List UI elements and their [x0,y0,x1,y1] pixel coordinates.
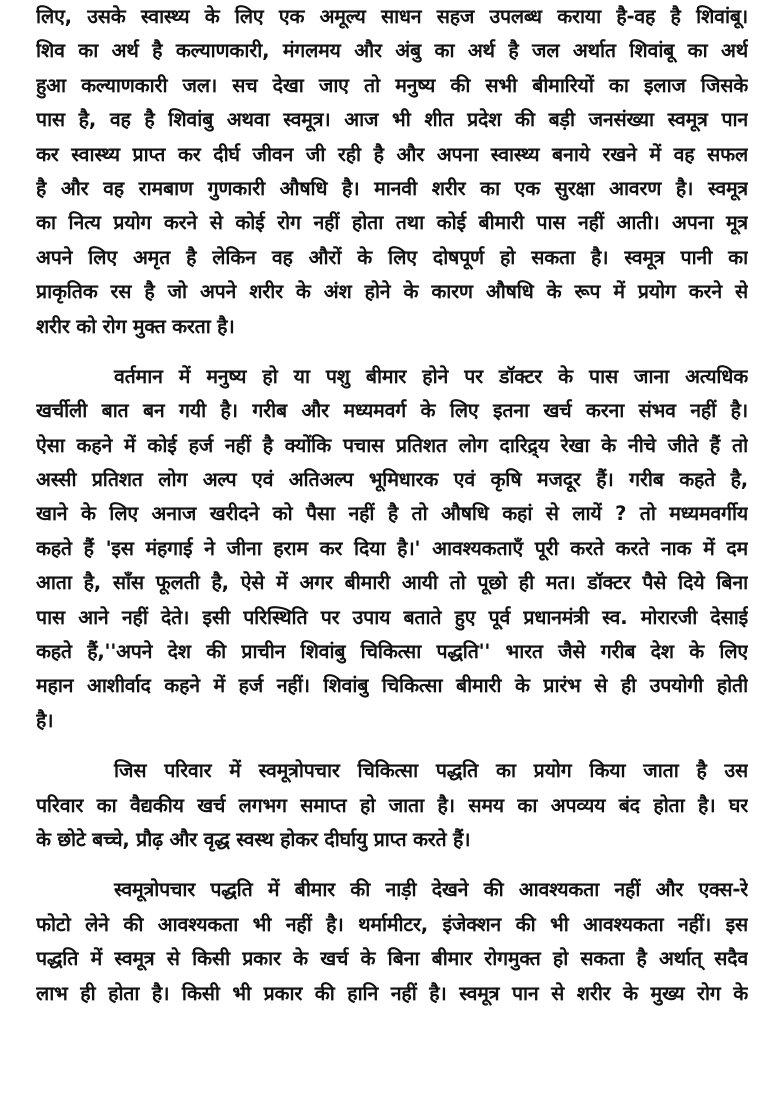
text-line: के छोटे बच्चे, प्रौढ़ और वृद्ध स्वस्थ होकर दीर्घायु प्राप्त करते हैं। [36,827,471,851]
paragraph-2 [36,360,748,738]
text-line: हुआ कल्याणकारी जल। सच देखा जाए तो मनुष्य की सभी बीमारियों का इलाज जिसके [36,73,748,97]
text-line: अपने लिए अमृत है लेकिन वह औरों के लिए दोषपूर्ण हो सकता है। स्वमूत्र पानी का [36,245,748,269]
text-line: शिव का अर्थ है कल्याणकारी, मंगलमय और अंबु का अर्थ है जल अर्थात शिवांबू का अर्थ [36,39,748,63]
paragraph-4 [36,873,748,1011]
text-line: प्राकृतिक रस है जो अपने शरीर के अंश होने के कारण औषधि के रूप में प्रयोग करने से [36,280,748,304]
text-line: है और वह रामबाण गुणकारी औषधि है। मानवी शरीर का एक सुरक्षा आवरण है। स्वमूत्र [36,176,748,200]
text-line: कर स्वास्थ्य प्राप्त कर दीर्घ जीवन जी रही है और अपना स्वास्थ्य बनाये रखने में वह सफल [36,142,748,166]
text-line: है। [36,708,54,732]
text-line: महान आशीर्वाद कहने में हर्ज नहीं। शिवांबु चिकित्सा बीमारी के प्रारंभ से ही उपयोगी होती [36,674,748,698]
text-line: ऐसा कहने में कोई हर्ज नहीं है क्योंकि पचास प्रतिशत लोग दारिद्र्य रेखा के नीचे जीते हैं तो [36,433,748,457]
text-line: लाभ ही होता है। किसी भी प्रकार की हानि नहीं है। स्वमूत्र पान से शरीर के मुख्य रोग के [36,981,748,1005]
text-line: फोटो लेने की आवश्यकता भी नहीं है। थर्मामीटर, इंजेक्शन की भी आवश्यकता नहीं। इस [36,912,748,936]
text-line: खर्चीली बात बन गयी है। गरीब और मध्यमवर्ग के लिए इतना खर्च करना संभव नहीं है। [36,399,748,423]
text-line: जिस परिवार में स्वमूत्रोपचार चिकित्सा पद्धति का प्रयोग किया जाता है उस [114,759,748,783]
text-line: का नित्य प्रयोग करने से कोई रोग नहीं होता तथा कोई बीमारी पास नहीं आती। अपना मूत्र [36,211,748,235]
text-line: वर्तमान में मनुष्य हो या पशु बीमार होने पर डॉक्टर के पास जाना अत्यधिक [114,364,748,388]
document-page [36,0,748,1011]
text-line: स्वमूत्रोपचार पद्धति में बीमार की नाड़ी देखने की आवश्यकता नहीं और एक्स-रे [114,878,748,902]
text-line: पद्धति में स्वमूत्र से किसी प्रकार के खर्च के बिना बीमार रोगमुक्त हो सकता है अर्थात् सदैव [36,947,748,971]
text-line: परिवार का वैद्यकीय खर्च लगभग समाप्त हो जाता है। समय का अपव्यय बंद होता है। घर [36,793,748,817]
text-line: पास आने नहीं देते। इसी परिस्थिति पर उपाय बताते हुए पूर्व प्रधानमंत्री स्व. मोरारजी देसाई [36,605,748,629]
text-line: कहते हैं,''अपने देश की प्राचीन शिवांबु चिकित्सा पद्धति'' भारत जैसे गरीब देश के लिए [36,640,748,664]
paragraph-1 [36,0,748,344]
text-line: पास है, वह है शिवांबु अथवा स्वमूत्र। आज भी शीत प्रदेश की बड़ी जनसंख्या स्वमूत्र पान [36,108,748,132]
paragraph-3 [36,754,748,857]
text-line: खाने के लिए अनाज खरीदने को पैसा नहीं है तो औषधि कहां से लायें ? तो मध्यमवर्गीय [36,502,748,526]
text-line: अस्सी प्रतिशत लोग अल्प एवं अतिअल्प भूमिधारक एवं कृषि मजदूर हैं। गरीब कहते है, [36,468,748,492]
text-line: शरीर को रोग मुक्त करता है। [36,314,235,338]
text-line: लिए, उसके स्वास्थ्य के लिए एक अमूल्य साधन सहज उपलब्ध कराया है-वह है शिवांबू। [36,5,748,28]
text-line: कहते हैं 'इस मंहगाई ने जीना हराम कर दिया है।' आवश्यकताएँ पूरी करते करते नाक में दम [36,536,748,560]
text-line: आता है, साँस फूलती है, ऐसे में अगर बीमारी आयी तो पूछो ही मत। डॉक्टर पैसे दिये बिना [36,571,748,595]
